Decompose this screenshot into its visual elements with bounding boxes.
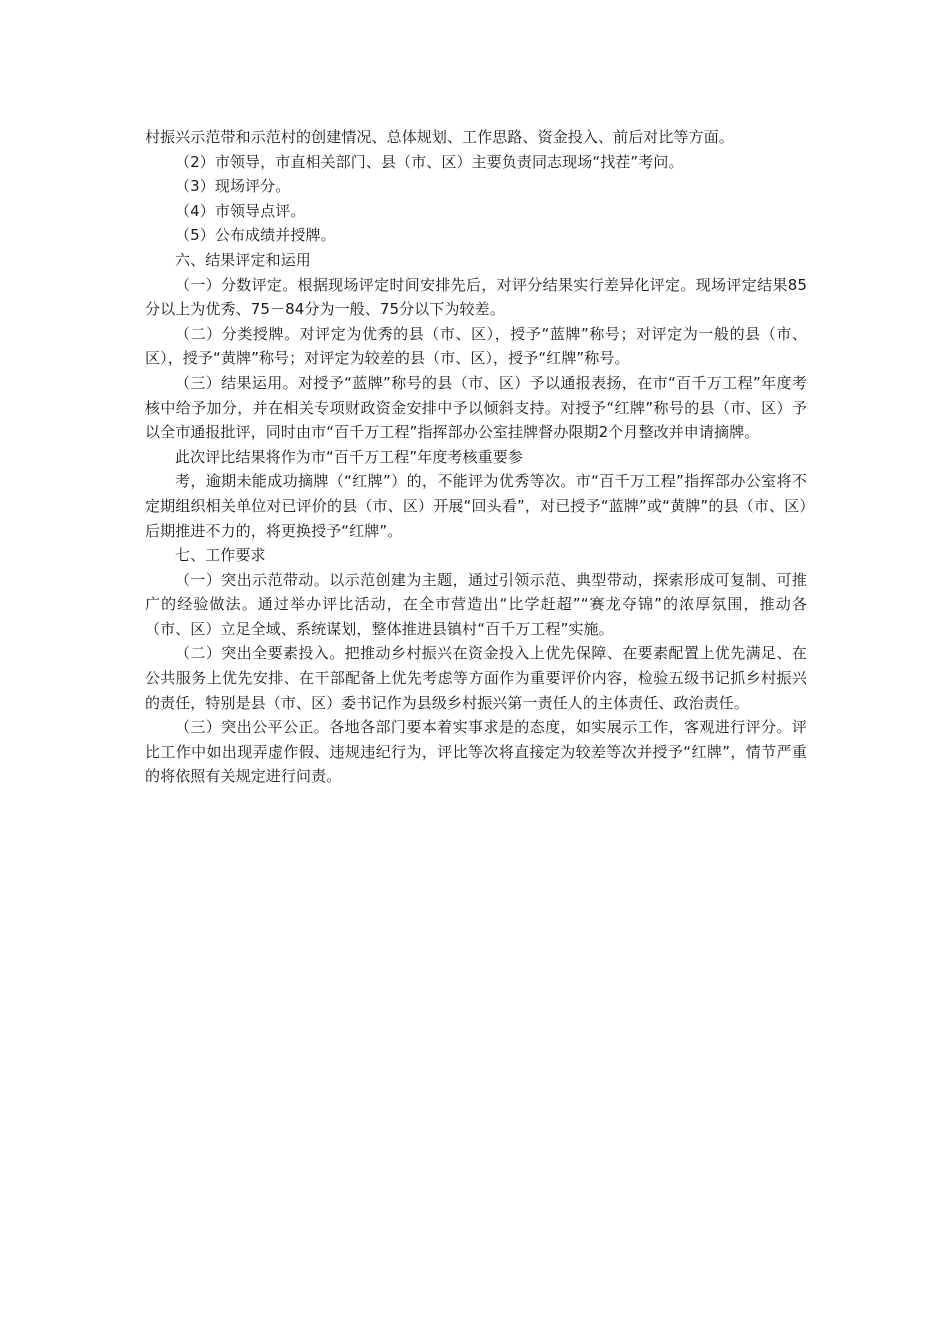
paragraph-step-4: （4）市领导点评。 (175, 201, 306, 220)
paragraph-step-2: （2）市领导，市直相关部门、县（市、区）主要负责同志现场“找茬”考问。 (175, 152, 684, 171)
paragraph-step-3: （3）现场评分。 (175, 177, 291, 196)
paragraph-fairness: （三）突出公平公正。各地各部门要本着实事求是的态度，如实展示工作，客观进行评分。评比工作中如出现弄虚作假、违规违纪行为，评比等次将直接定为较差等次并授予“红牌”，情节严重的将依照有关规定进行问责。 (145, 718, 807, 786)
paragraph-result-application: （三）结果运用。对授予“蓝牌”称号的县（市、区）予以通报表扬，在市“百千万工程”年度考核中给予加分，并在相关专项财政资金安排中予以倾斜支持。对授予“红牌”称号的县（市、区）予以全市通报批评，同时由市“百千万工程”指挥部办公室挂牌督办限期2个月整改并申请摘牌。 (145, 373, 807, 442)
paragraph-full-input: （二）突出全要素投入。把推动乡村振兴在资金投入上优先保障、在要素配置上优先满足、在公共服务上优先安排、在干部配备上优先考虑等方面作为重要评价内容，检验五级书记抓乡村振兴的责任，特别是县（市、区）委书记作为县级乡村振兴第一责任人的主体责任、政治责任。 (145, 644, 807, 712)
paragraph-step-5: （5）公布成绩并授牌。 (175, 226, 336, 245)
paragraph-score-evaluation: （一）分数评定。根据现场评定时间安排先后，对评分结果实行差异化评定。现场评定结果85分以上为优秀、75－84分为一般、75分以下为较差。 (145, 275, 807, 319)
section-heading-7: 七、工作要求 (175, 546, 266, 565)
paragraph-continuation: 村振兴示范带和示范村的创建情况、总体规划、工作思路、资金投入、前后对比等方面。 (145, 128, 734, 146)
document-body (145, 125, 807, 789)
section-heading-6: 六、结果评定和运用 (175, 250, 311, 269)
paragraph-demonstration: （一）突出示范带动。以示范创建为主题，通过引领示范、典型带动，探索形成可复制、可推广的经验做法。通过举办评比活动，在全市营造出“比学赶超”“赛龙夺锦”的浓厚氛围，推动各（市、区）立足全域、系统谋划，整体推进县镇村“百千万工程”实施。 (145, 570, 807, 638)
paragraph-classified-awards: （二）分类授牌。对评定为优秀的县（市、区），授予“蓝牌”称号；对评定为一般的县（市、区），授予“黄牌”称号；对评定为较差的县（市、区），授予“红牌”称号。 (145, 324, 807, 368)
paragraph-assessment-reference: 此次评比结果将作为市“百千万工程”年度考核重要参 (175, 447, 523, 466)
paragraph-assessment-followup: 考，逾期未能成功摘牌（“红牌”）的，不能评为优秀等次。市“百千万工程”指挥部办公室将不定期组织相关单位对已评价的县（市、区）开展“回头看”，对已授予“蓝牌”或“黄牌”的县（市、区）后期推进不力的，将更换授予“红牌”。 (145, 472, 807, 540)
